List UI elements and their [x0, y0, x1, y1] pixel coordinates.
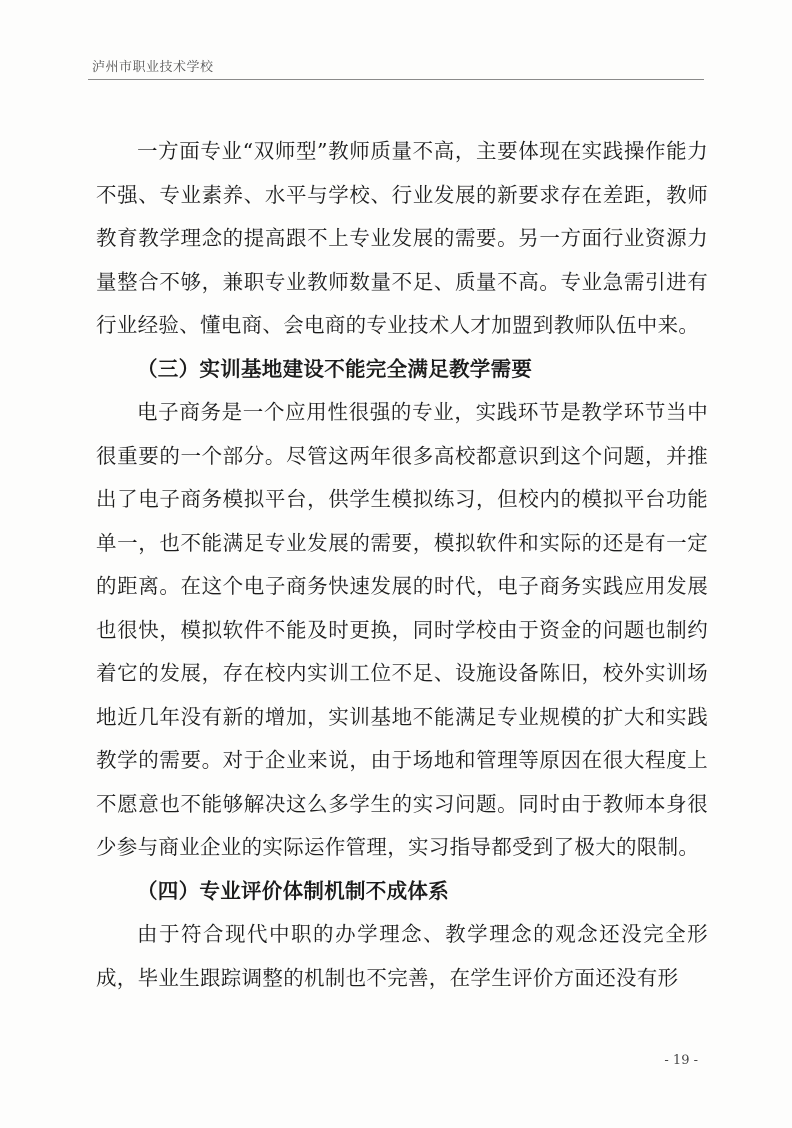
paragraph-training-base: 电子商务是一个应用性很强的专业，实践环节是教学环节当中很重要的一个部分。尽管这两年很多高校都意识到这个问题，并推出了电子商务模拟平台，供学生模拟练习，但校内的模拟平台功能单一，也不能满足专业发展的需要，模拟软件和实际的还是有一定的距离。在这个电子商务快速发展的时代，电子商务实践应用发展也很快，模拟软件不能及时更换，同时学校由于资金的问题也制约着它的发展，存在校内实训工位不足、设施设备陈旧，校外实训场地近几年没有新的增加，实训基地不能满足专业规模的扩大和实践教学的需要。对于企业来说，由于场地和管理等原因在很大程度上不愿意也不能够解决这么多学生的实习问题。同时由于教师本身很少参与商业企业的实际运作管理，实习指导都受到了极大的限制。 [96, 400, 708, 859]
paragraph-evaluation-system: 由于符合现代中职的办学理念、教学理念的观念还没完全形成，毕业生跟踪调整的机制也不完善，在学生评价方面还没有形 [96, 922, 708, 990]
section-heading-evaluation-system: （四）专业评价体制机制不成体系 [137, 878, 449, 903]
page-number: - 19 - [664, 1053, 698, 1068]
running-header-school-name: 泸州市职业技术学校 [92, 60, 214, 75]
header-divider [88, 79, 704, 80]
section-heading-training-base: （三）实训基地建设不能完全满足教学需要 [137, 356, 533, 381]
paragraph-teacher-quality: 一方面专业“双师型”教师质量不高，主要体现在实践操作能力不强、专业素养、水平与学校、行业发展的新要求存在差距，教师教育教学理念的提高跟不上专业发展的需要。另一方面行业资源力量整合不够，兼职专业教师数量不足、质量不高。专业急需引进有行业经验、懂电商、会电商的专业技术人才加盟到教师队伍中来。 [96, 139, 708, 337]
body-text [96, 130, 708, 1000]
